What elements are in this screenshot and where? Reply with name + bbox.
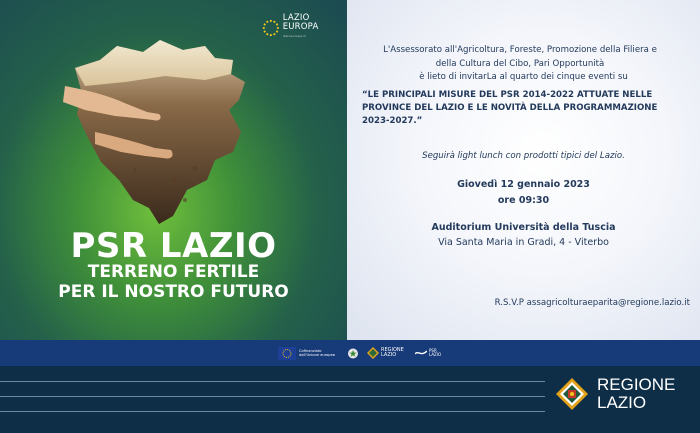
psr-lazio-logo	[415, 348, 445, 358]
lazio-map-illustration	[55, 40, 285, 225]
regione-small-label: REGIONE LAZIO	[381, 347, 404, 358]
italy-emblem-icon	[347, 347, 359, 360]
footer-stripe	[0, 396, 545, 397]
regione-lazio-logo	[555, 376, 675, 412]
poster-subtitle-line1: TERRENO FERTILE	[87, 262, 260, 282]
eu-flag-icon	[278, 347, 296, 360]
lazio-label: LAZIO	[597, 393, 647, 412]
regione-label: REGIONE	[597, 375, 676, 394]
regione-lazio-small-logo	[367, 347, 407, 359]
invite-intro: è lieto di invitarLa al quarto dei cinque eventi su	[419, 72, 628, 82]
partner-logos	[278, 345, 445, 361]
poster-subtitle-line2: PER IL NOSTRO FUTURO	[58, 282, 289, 302]
lazio-europa-logo	[262, 14, 347, 41]
eu-label: Cofinanziato dall'Unione europea	[299, 348, 335, 357]
footer-stripe	[0, 381, 545, 382]
event-address: Via Santa Maria in Gradi, 4 - Viterbo	[438, 237, 609, 248]
poster-panel	[0, 0, 347, 340]
event-date: Giovedì 12 gennaio 2023	[457, 179, 590, 190]
brand-sub: lazioeuropa.it	[282, 34, 306, 38]
event-time: ore 09:30	[497, 195, 550, 206]
poster-title: PSR LAZIO	[70, 226, 277, 266]
footer-stripe	[0, 411, 545, 412]
invite-sender: L'Assessorato all'Agricoltura, Foreste, Promozione della Filiera e della Cultura del Cibo, Pari Opportunità	[383, 45, 657, 69]
eu-stars-icon	[262, 19, 280, 37]
psr-wave-icon	[415, 348, 427, 358]
psr-small-label: PSR LAZIO	[429, 347, 442, 357]
lunch-note: Seguirà light lunch con prodotti tipici del Lazio.	[422, 151, 625, 161]
event-title: “LE PRINCIPALI MISURE DEL PSR 2014-2022 ATTUATE NELLE PROVINCE DEL LAZIO E LE NOVITÀ DELLA PROGRAMMAZIONE 2023-2027.”	[362, 90, 658, 126]
event-venue: Auditorium Università della Tuscia	[431, 222, 616, 233]
regione-lazio-crest-icon	[555, 377, 589, 411]
regione-lazio-emblem-icon	[367, 347, 379, 359]
brand-name: LAZIO EUROPA	[282, 13, 319, 32]
rsvp-email[interactable]: R.S.V.P assagricolturaeparita@regione.lazio.it	[494, 298, 690, 308]
eu-logo	[278, 347, 339, 360]
